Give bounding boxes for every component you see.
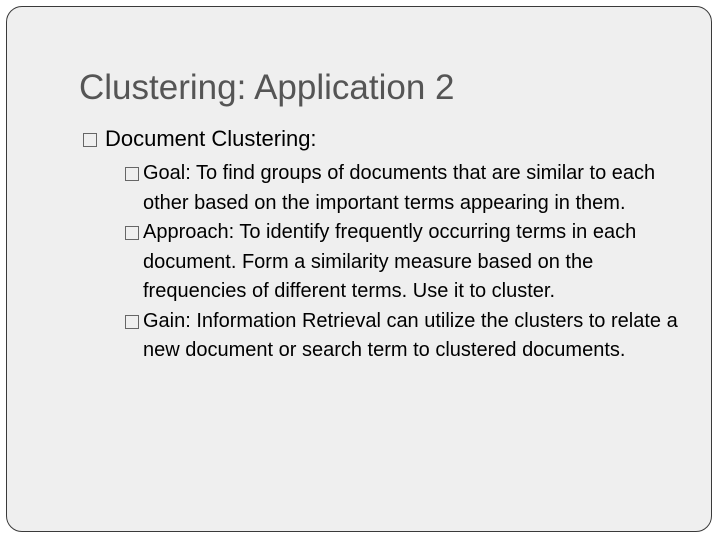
square-bullet-icon: [125, 226, 139, 240]
sub-bullet-text: Gain: Information Retrieval can utilize the clusters to relate a new document or search term to clustered documents.: [143, 309, 678, 361]
slide-title: Clustering: Application 2: [79, 68, 455, 107]
slide: [6, 6, 712, 532]
square-bullet-icon: [125, 315, 139, 329]
square-bullet-icon: [83, 133, 97, 147]
sub-bullet-approach: [119, 218, 685, 307]
sub-bullet-text: Approach: To identify frequently occurring terms in each document. Form a similarity measure based on the frequencies of different terms. Use it to cluster.: [143, 221, 637, 302]
bullet-document-clustering: [83, 125, 317, 153]
bullet-text: Document Clustering:: [105, 126, 317, 151]
square-bullet-icon: [125, 167, 139, 181]
sub-bullet-list: [119, 159, 685, 366]
sub-bullet-text: Goal: To find groups of documents that are similar to each other based on the important terms appearing in them.: [143, 162, 656, 214]
sub-bullet-goal: [119, 159, 685, 218]
sub-bullet-gain: [119, 307, 685, 366]
